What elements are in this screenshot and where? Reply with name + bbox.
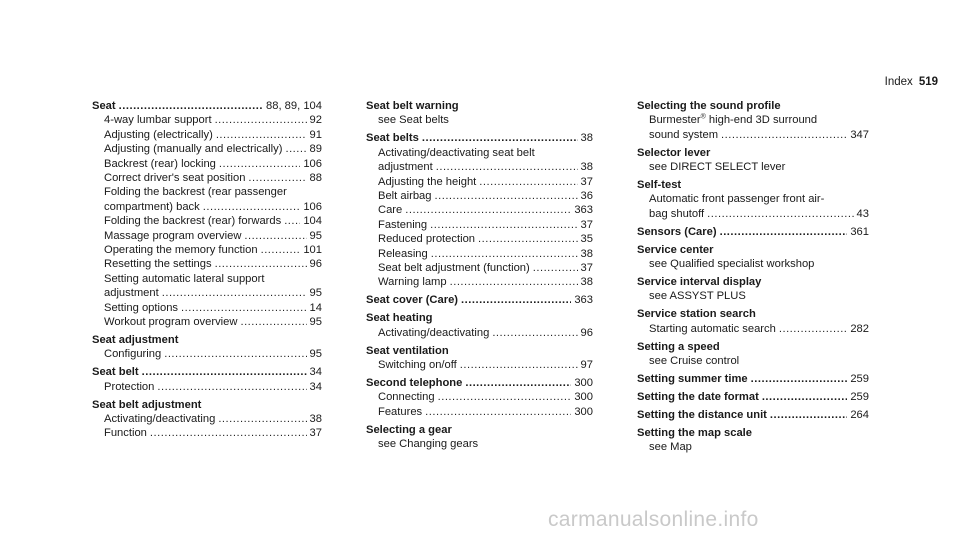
index-term: Fastening	[378, 218, 428, 231]
dot-leader	[751, 372, 848, 386]
index-entry	[92, 398, 322, 441]
index-main-entry	[637, 372, 869, 386]
index-text-line	[637, 113, 869, 127]
page-reference: 88	[309, 172, 322, 185]
dot-leader	[492, 326, 577, 340]
dot-leader	[779, 322, 847, 336]
dot-leader	[119, 99, 263, 113]
index-entry	[637, 275, 869, 304]
dot-leader	[436, 160, 578, 174]
index-term: Connecting	[378, 391, 435, 404]
dot-leader	[465, 376, 571, 390]
index-subentry	[366, 247, 593, 261]
index-subentry	[366, 232, 593, 246]
dot-leader	[438, 390, 572, 404]
index-term: Correct driver's seat position	[104, 172, 246, 185]
dot-leader	[450, 275, 578, 289]
index-subentry	[92, 128, 322, 142]
dot-leader	[162, 286, 307, 300]
index-entry	[637, 178, 869, 221]
index-term: Features	[378, 405, 423, 418]
index-text-line: Setting automatic lateral support	[104, 272, 265, 285]
index-term: Setting the date format	[637, 390, 759, 403]
index-term: Sensors (Care)	[637, 225, 717, 238]
index-entry	[366, 376, 593, 419]
index-term: adjustment	[104, 287, 159, 300]
index-heading: Service center	[637, 243, 714, 256]
page-reference: 300	[574, 376, 593, 389]
index-heading: Seat adjustment	[92, 334, 179, 346]
page-reference: 106	[303, 200, 322, 213]
page-reference: 347	[850, 128, 869, 141]
index-term: Function	[104, 427, 147, 440]
index-text-line	[366, 437, 593, 451]
index-term: Adjusting (electrically)	[104, 128, 213, 141]
index-subentry	[366, 390, 593, 404]
dot-leader	[707, 207, 853, 221]
index-subentry	[92, 412, 322, 426]
dot-leader	[164, 347, 306, 361]
page-reference: 95	[309, 287, 322, 300]
dot-leader	[215, 257, 307, 271]
index-subentry	[366, 175, 593, 189]
page-reference: 259	[850, 372, 869, 385]
index-entry	[366, 131, 593, 289]
index-term: Switching on/off	[378, 358, 457, 371]
index-term: Resetting the settings	[104, 258, 212, 271]
index-term: Starting automatic search	[649, 322, 776, 335]
index-column-2	[366, 99, 593, 455]
page-reference: 97	[580, 358, 593, 371]
page-reference: 264	[850, 408, 869, 421]
index-main-entry	[92, 365, 322, 379]
dot-leader	[762, 390, 848, 404]
page-reference: 104	[303, 215, 322, 228]
index-subentry	[92, 286, 322, 300]
page-reference: 43	[856, 207, 869, 220]
index-term: Seat	[92, 100, 116, 112]
index-term: Setting the distance unit	[637, 408, 767, 421]
index-subentry	[366, 275, 593, 289]
index-term: Setting options	[104, 301, 179, 314]
index-text-line	[637, 257, 869, 271]
index-text-line: Folding the backrest (rear passenger	[104, 186, 287, 199]
dot-leader	[203, 200, 301, 214]
dot-leader	[430, 218, 577, 232]
page-reference: 361	[850, 225, 869, 238]
index-subentry	[92, 347, 322, 361]
index-subentry	[92, 243, 322, 257]
index-entry	[637, 390, 869, 404]
index-entry	[637, 408, 869, 422]
index-term: Configuring	[104, 348, 162, 361]
dot-leader	[142, 365, 307, 379]
index-text: see Seat belts	[378, 114, 449, 127]
page-reference: 89	[309, 143, 322, 156]
index-main-entry	[637, 408, 869, 422]
index-heading: Seat belt warning	[366, 100, 459, 112]
index-column-3	[637, 99, 869, 458]
index-heading: Seat ventilation	[366, 344, 449, 357]
page-reference: 95	[309, 229, 322, 242]
index-subentry	[92, 301, 322, 315]
index-term: Seat belts	[366, 132, 419, 145]
index-text-line	[637, 440, 869, 454]
dot-leader	[244, 229, 306, 243]
dot-leader	[425, 405, 571, 419]
page-reference: 38	[580, 132, 593, 145]
page-reference: 34	[309, 380, 322, 393]
dot-leader	[261, 243, 301, 257]
index-main-entry	[637, 225, 869, 239]
page-reference: 300	[574, 391, 593, 404]
index-subentry	[92, 113, 322, 127]
dot-leader	[533, 261, 578, 275]
page-reference: 36	[580, 189, 593, 202]
index-term: Adjusting the height	[378, 175, 477, 188]
index-term: 4-way lumbar support	[104, 114, 212, 127]
index-entry	[92, 333, 322, 362]
page-reference: 38	[580, 161, 593, 174]
page-reference: 282	[850, 322, 869, 335]
page-reference: 38	[309, 413, 322, 426]
page-reference: 37	[580, 175, 593, 188]
page-reference: 34	[309, 366, 322, 379]
index-heading: Setting the map scale	[637, 426, 753, 439]
index-heading: Service interval display	[637, 275, 762, 288]
dot-leader	[478, 232, 578, 246]
index-main-entry	[366, 293, 593, 307]
index-term: Seat cover (Care)	[366, 294, 459, 307]
index-entry	[366, 423, 593, 452]
index-term: Reduced protection	[378, 233, 476, 246]
index-term: Care	[378, 204, 403, 217]
index-term: Workout program overview	[104, 316, 238, 329]
dot-leader	[157, 380, 306, 394]
index-subentry	[92, 315, 322, 329]
index-term: Warning lamp	[378, 276, 447, 289]
page-reference: 363	[574, 204, 593, 217]
index-subentry	[366, 160, 593, 174]
watermark: carmanualsonline.info	[548, 508, 759, 531]
index-main-entry	[637, 390, 869, 404]
index-text-line	[637, 192, 869, 206]
index-entry	[92, 365, 322, 394]
page-reference: 95	[309, 316, 322, 329]
page-reference: 96	[580, 326, 593, 339]
page-reference: 14	[309, 301, 322, 314]
index-subentry	[366, 405, 593, 419]
index-subentry	[92, 257, 322, 271]
index-heading: Service station search	[637, 308, 756, 321]
dot-leader	[431, 247, 578, 261]
index-entry	[366, 293, 593, 307]
index-term: Protection	[104, 380, 155, 393]
index-heading: Self-test	[637, 179, 682, 192]
index-subentry	[92, 229, 322, 243]
index-entry	[637, 340, 869, 369]
page-reference: 300	[574, 405, 593, 418]
dot-leader	[215, 113, 307, 127]
page-reference: 37	[309, 427, 322, 440]
dot-leader	[435, 189, 578, 203]
page-reference: 92	[309, 114, 322, 127]
index-term: Seat belt	[92, 366, 139, 379]
index-text-line	[637, 354, 869, 368]
dot-leader	[248, 171, 306, 185]
dot-leader	[218, 412, 306, 426]
index-entry	[637, 146, 869, 175]
index-text: see Changing gears	[378, 437, 479, 450]
index-term: Setting summer time	[637, 372, 748, 385]
index-entry	[92, 99, 322, 330]
index-main-entry	[366, 131, 593, 145]
index-heading: Selecting the sound profile	[637, 100, 781, 112]
index-subentry	[92, 426, 322, 440]
index-term: Releasing	[378, 247, 428, 260]
index-heading: Seat belt adjustment	[92, 398, 202, 411]
index-text-line: Activating/deactivating seat belt	[378, 146, 535, 159]
index-text: Burmester	[649, 114, 701, 127]
index-term: sound system	[649, 128, 719, 141]
dot-leader	[284, 214, 300, 228]
index-entry	[637, 99, 869, 142]
index-term: bag shutoff	[649, 207, 705, 220]
index-entry	[366, 311, 593, 340]
index-subentry	[366, 326, 593, 340]
index-subentry	[92, 380, 322, 394]
index-subentry	[366, 218, 593, 232]
page-reference: 37	[580, 218, 593, 231]
index-subentry	[92, 200, 322, 214]
dot-leader	[181, 301, 307, 315]
page-reference: 88, 89, 104	[266, 100, 322, 112]
index-term: Second telephone	[366, 376, 463, 389]
index-text: see Cruise control	[649, 355, 740, 367]
page-reference: 35	[580, 233, 593, 246]
index-term: Seat belt adjustment (function)	[378, 261, 530, 274]
index-text: see DIRECT SELECT lever	[649, 161, 786, 174]
page-reference: 38	[580, 276, 593, 289]
index-entry	[637, 426, 869, 455]
index-term: Operating the memory function	[104, 244, 258, 257]
index-text-line	[637, 289, 869, 303]
index-subentry	[366, 261, 593, 275]
index-subentry	[92, 171, 322, 185]
index-main-entry	[366, 376, 593, 390]
index-term: Massage program overview	[104, 229, 242, 242]
index-heading: Selector lever	[637, 146, 711, 159]
index-subentry	[366, 203, 593, 217]
index-subentry	[92, 142, 322, 156]
index-term: compartment) back	[104, 200, 200, 213]
dot-leader	[461, 293, 571, 307]
index-term: adjustment	[378, 161, 433, 174]
index-main-entry	[92, 99, 322, 113]
index-subentry	[92, 214, 322, 228]
index-heading: Selecting a gear	[366, 423, 452, 436]
index-subentry	[637, 128, 869, 142]
page-header	[885, 76, 938, 88]
page-reference: 91	[309, 128, 322, 141]
index-subentry	[92, 157, 322, 171]
page-reference: 37	[580, 261, 593, 274]
index-entry	[366, 99, 593, 128]
dot-leader	[405, 203, 571, 217]
index-text-line	[366, 113, 593, 127]
dot-leader	[216, 128, 307, 142]
dot-leader	[460, 358, 578, 372]
dot-leader	[150, 426, 307, 440]
index-text: see ASSYST PLUS	[649, 290, 746, 303]
dot-leader	[240, 315, 306, 329]
page-reference: 38	[580, 247, 593, 260]
index-heading: Seat heating	[366, 312, 433, 325]
page-number: 519	[918, 76, 938, 88]
section-title: Index	[884, 76, 913, 88]
page-reference: 95	[309, 348, 322, 361]
index-subentry	[366, 189, 593, 203]
index-term: Activating/deactivating	[378, 326, 490, 339]
dot-leader	[721, 128, 847, 142]
index-column-1	[92, 99, 322, 444]
index-entry	[637, 307, 869, 336]
page-reference: 259	[850, 390, 869, 403]
index-heading: Setting a speed	[637, 340, 720, 353]
dot-leader	[479, 175, 577, 189]
registered-mark: ®	[700, 113, 706, 121]
index-term: Belt airbag	[378, 189, 432, 202]
index-text-line	[637, 160, 869, 174]
index-entry	[366, 344, 593, 373]
index-term: Activating/deactivating	[104, 413, 216, 426]
index-entry	[637, 243, 869, 272]
dot-leader	[285, 142, 306, 156]
index-term: Backrest (rear) locking	[104, 157, 216, 170]
dot-leader	[219, 157, 300, 171]
dot-leader	[770, 408, 847, 422]
index-text: Automatic front passenger front air-	[649, 193, 825, 206]
page-reference: 96	[309, 258, 322, 271]
index-entry	[637, 372, 869, 386]
index-entry	[637, 225, 869, 239]
page-reference: 101	[303, 244, 322, 257]
dot-leader	[720, 225, 848, 239]
index-text: see Qualified specialist workshop	[649, 258, 815, 271]
index-term: Folding the backrest (rear) forwards	[104, 215, 282, 228]
index-subentry	[366, 358, 593, 372]
dot-leader	[422, 131, 578, 145]
page-reference: 106	[303, 157, 322, 170]
index-text: high-end 3D surround	[705, 114, 818, 127]
index-term: Adjusting (manually and electrically)	[104, 143, 283, 156]
index-subentry	[637, 322, 869, 336]
index-subentry	[637, 207, 869, 221]
index-text: see Map	[649, 441, 692, 454]
page-reference: 363	[574, 294, 593, 307]
